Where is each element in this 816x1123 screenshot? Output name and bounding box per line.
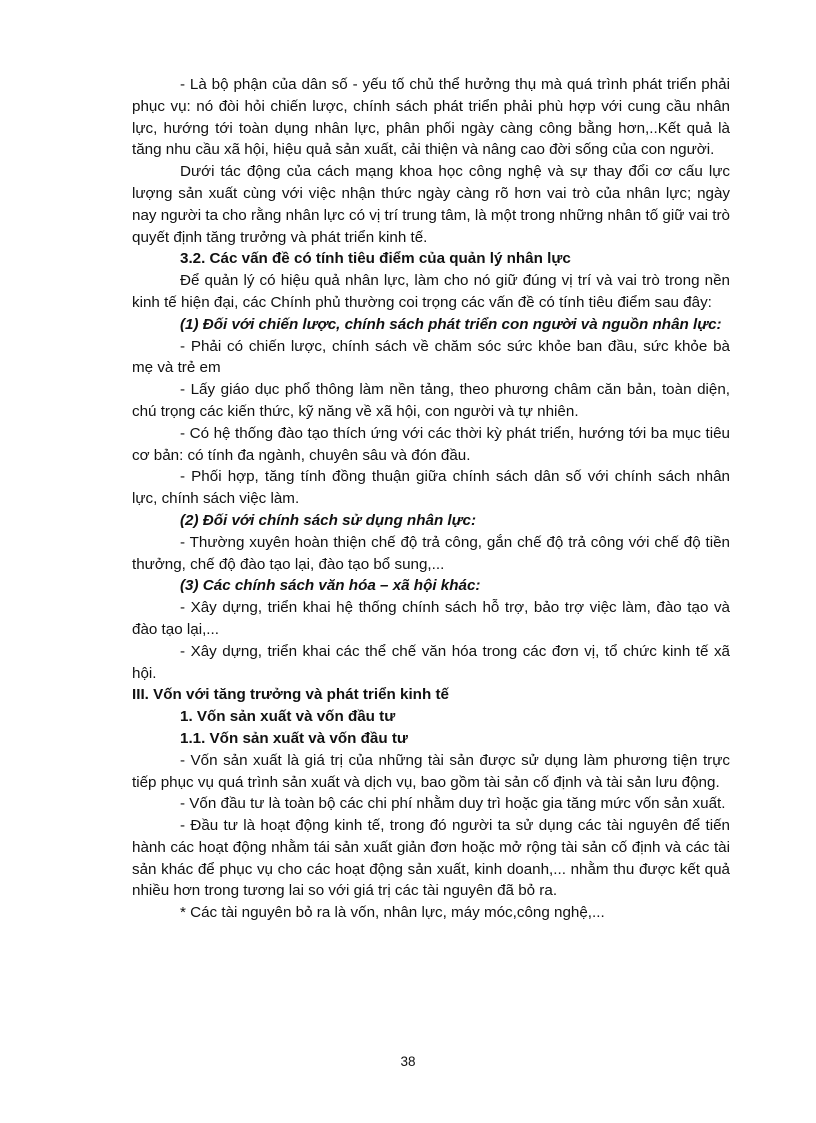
subheading: (3) Các chính sách văn hóa – xã hội khác: xyxy=(180,577,481,595)
list-item: - Vốn sản xuất là giá trị của những tài sản được sử dụng làm phương tiện trực tiếp phục vụ quá trình sản xuất và dịch vụ, bao gồm tài sản cố định và tài sản lưu động. xyxy=(132,751,730,791)
page-number: 38 xyxy=(400,1054,416,1069)
document-page xyxy=(132,74,730,924)
chapter-heading: III. Vốn với tăng trưởng và phát triển kinh tế xyxy=(132,686,449,704)
list-item: - Lấy giáo dục phổ thông làm nền tảng, theo phương châm căn bản, toàn diện, chú trọng các kiến thức, kỹ năng về xã hội, con người và tự nhiên. xyxy=(132,381,730,420)
subheading-text: (1) Đối với chiến lược, chính sách phát triển con người và nguồn nhân lực: xyxy=(180,315,722,333)
list-item: - Xây dựng, triển khai các thể chế văn hóa trong các đơn vị, tổ chức kinh tế xã hội. xyxy=(132,642,730,682)
list-item: - Thường xuyên hoàn thiện chế độ trả công, gắn chế độ trả công với chế độ tiền thưởng, chế độ đào tạo lại, đào tạo bổ sung,... xyxy=(132,533,730,573)
list-item: * Các tài nguyên bỏ ra là vốn, nhân lực, máy móc,công nghệ,... xyxy=(180,904,605,922)
section-heading: 1.1. Vốn sản xuất và vốn đầu tư xyxy=(180,729,408,747)
list-item: - Có hệ thống đào tạo thích ứng với các thời kỳ phát triển, hướng tới ba mục tiêu cơ bản: có tính đa ngành, chuyên sâu và đón đầu. xyxy=(132,424,730,464)
section-heading: 1. Vốn sản xuất và vốn đầu tư xyxy=(180,708,396,726)
paragraph: Để quản lý có hiệu quả nhân lực, làm cho nó giữ đúng vị trí và vai trò trong nền kinh tế hiện đại, các Chính phủ thường coi trọng các vấn đề có tính tiêu điểm sau đây: xyxy=(132,272,730,311)
list-item: - Phối hợp, tăng tính đồng thuận giữa chính sách dân số với chính sách nhân lực, chính sách việc làm. xyxy=(132,468,730,508)
paragraph: - Là bộ phận của dân số - yếu tố chủ thể hưởng thụ mà quá trình phát triển phải phục vụ: nó đòi hỏi chiến lược, chính sách phát triển phải phù hợp với cung cầu nhân lực, hướng tới toàn dụng nhân lực, phân phối ngày càng công bằng hơn,..Kết quả là tăng nhu cầu xã hội, hiệu quả sản xuất, cải thiện và nâng cao đời sống của con người. xyxy=(132,76,730,159)
list-item: - Vốn đầu tư là toàn bộ các chi phí nhằm duy trì hoặc gia tăng mức vốn sản xuất. xyxy=(180,795,726,813)
subheading xyxy=(132,314,730,336)
subheading: (2) Đối với chính sách sử dụng nhân lực: xyxy=(180,511,477,529)
list-item: - Phải có chiến lược, chính sách về chăm sóc sức khỏe ban đầu, sức khỏe bà mẹ và trẻ em xyxy=(132,337,730,377)
list-item: - Đầu tư là hoạt động kinh tế, trong đó người ta sử dụng các tài nguyên để tiến hành các hoạt động nhằm tái sản xuất giản đơn hoặc mở rộng tài sản cố định và các tài sản khác để phục vụ cho các hoạt động sản xuất, kinh doanh,... nhằm thu được kết quả nhiều hơn trong tương lai so với giá trị các tài nguyên đã bỏ ra. xyxy=(132,817,730,900)
list-item: - Xây dựng, triển khai hệ thống chính sách hỗ trợ, bảo trợ việc làm, đào tạo và đào tạo lại,... xyxy=(132,599,730,638)
paragraph: Dưới tác động của cách mạng khoa học công nghệ và sự thay đổi cơ cấu lực lượng sản xuất cùng với việc nhận thức ngày càng rõ hơn vai trò của nhân lực; ngày nay người ta cho rằng nhân lực có vị trí trung tâm, là một trong những nhân tố giữ vai trò quyết định tăng trưởng và phát triển kinh tế. xyxy=(132,163,730,246)
section-heading: 3.2. Các vấn đề có tính tiêu điểm của quản lý nhân lực xyxy=(180,250,571,268)
